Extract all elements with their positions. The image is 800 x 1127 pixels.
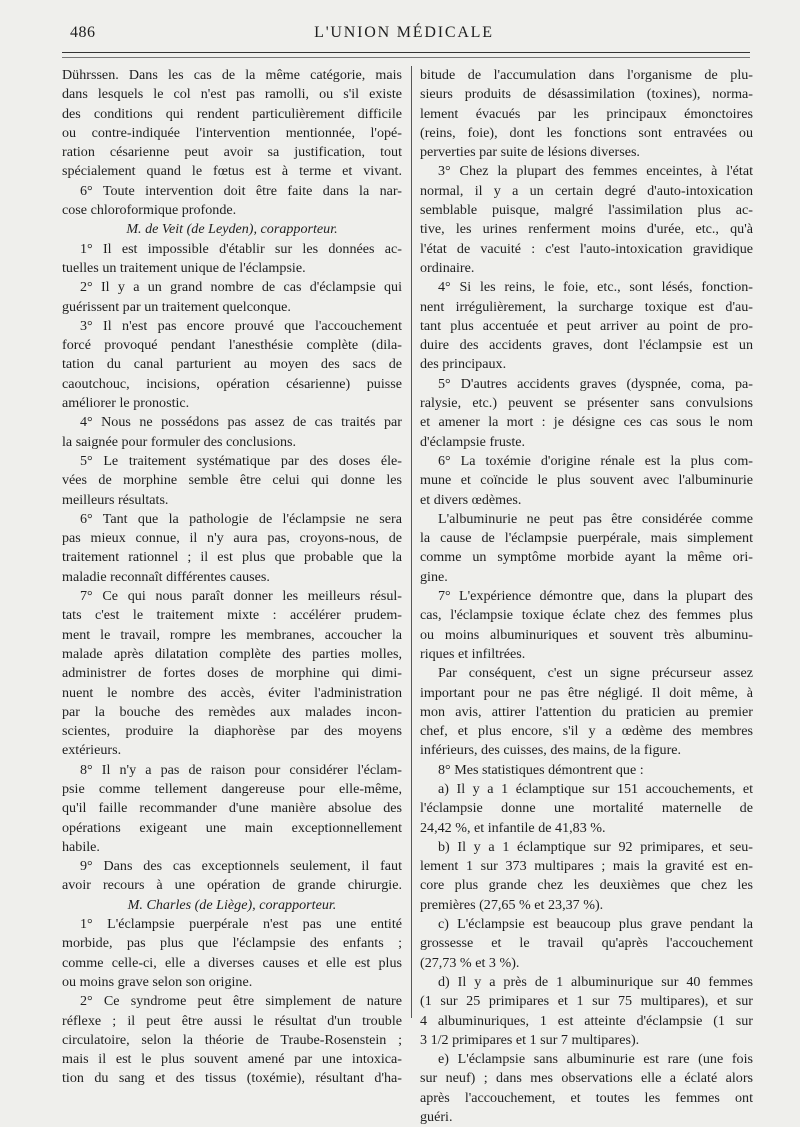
- text-line: morbide, pas plus que l'éclampsie des enfants ;: [62, 935, 402, 952]
- text-line: scientes, produire la diaphorèse par des moyens: [62, 723, 402, 740]
- text-line: semblable puisque, malgré l'assimilation plus ac-: [420, 202, 753, 219]
- text-line: tion du sang et des tissus (toxémie), résultant d'ha-: [62, 1070, 402, 1087]
- text-line: habile.: [62, 838, 100, 855]
- right-column: [420, 66, 753, 1127]
- text-line: comme un symptôme morbide ayant la même ori-: [420, 549, 753, 566]
- text-line: ration césarienne peut avoir sa justification, tout: [62, 144, 402, 161]
- text-line: mune et coïncide le plus souvent avec l'albuminurie: [420, 472, 753, 489]
- text-line: administrer de fortes doses de morphine qui dimi-: [62, 665, 402, 682]
- header-rule-thin: [62, 57, 750, 58]
- text-line: et amener la mort : je désigne ces cas sous le nom: [420, 414, 753, 431]
- text-line: ou contre-indiquée l'intervention mentionnée, l'opé-: [62, 124, 402, 141]
- journal-title: L'UNION MÉDICALE: [314, 24, 494, 41]
- text-line: 2° Il y a un grand nombre de cas d'éclampsie qui: [80, 279, 402, 296]
- text-line: 4° Nous ne possédons pas assez de cas traités par: [80, 414, 402, 431]
- text-line: riques et infiltrées.: [420, 645, 526, 662]
- text-line: caoutchouc, incisions, opération césarienne) puisse: [62, 375, 402, 392]
- text-line: la saignée pour formuler des conclusions.: [62, 433, 297, 450]
- text-line: meilleurs résultats.: [62, 491, 169, 508]
- column-divider: [411, 66, 412, 1018]
- section-heading: M. Charles (de Liège), corapporteur.: [127, 896, 337, 913]
- text-line: 9° Dans des cas exceptionnels seulement, il faut: [80, 858, 402, 875]
- text-line: b) Il y a 1 éclamptique sur 92 primipares, et seu-: [438, 838, 753, 855]
- text-line: core plus grande chez les deuxièmes que chez les: [420, 877, 753, 894]
- text-line: guérissent par un traitement quelconque.: [62, 298, 291, 315]
- text-line: 5° D'autres accidents graves (dyspnée, coma, pa-: [438, 375, 753, 392]
- text-line: important pour ne pas être négligé. Il doit même, à: [420, 684, 753, 701]
- text-line: Dührssen. Dans les cas de la même catégorie, mais: [62, 67, 402, 83]
- text-line: 8° Il n'y a pas de raison pour considérer l'éclam-: [80, 761, 402, 778]
- text-line: circulatoire, selon la théorie de Traube-Rosenstein ;: [62, 1031, 402, 1048]
- text-line: des principaux.: [420, 356, 507, 373]
- text-line: a) Il y a 1 éclamptique sur 151 accouchements, et: [438, 780, 753, 797]
- text-line: extérieurs.: [62, 742, 122, 759]
- text-line: c) L'éclampsie est beaucoup plus grave pendant la: [438, 916, 753, 933]
- text-line: pas mieux connue, il n'y aura pas, croyons-nous, de: [62, 530, 402, 547]
- text-line: maladie reconnaît différentes causes.: [62, 568, 270, 585]
- text-line: 3° Chez la plupart des femmes enceintes, à l'état: [438, 163, 753, 180]
- text-line: guéri.: [420, 1109, 453, 1126]
- text-line: forcé provoqué pendant l'anesthésie complète (dila-: [62, 337, 402, 354]
- text-line: d'éclampsie fruste.: [420, 433, 526, 450]
- text-line: tats c'est le traitement mixte : accélérer prudem-: [62, 607, 402, 624]
- text-line: malade après dilatation complète des parties molles,: [62, 645, 402, 662]
- text-line: comme celle-ci, elle a diverses causes et elle est plus: [62, 954, 402, 971]
- text-line: des conditions qui rendent particulièrement difficile: [62, 105, 402, 122]
- text-line: la cause de l'éclampsie puerpérale, mais simplement: [420, 530, 753, 547]
- text-line: vées de morphine semble être celui qui donne les: [62, 472, 402, 489]
- page-number: 486: [70, 24, 96, 41]
- text-line: duire des accidents graves, dont l'éclampsie est un: [420, 337, 753, 354]
- text-line: premières (27,65 % et 23,37 %).: [420, 896, 604, 913]
- text-line: qu'il faille recommander d'une manière absolue des: [62, 800, 402, 817]
- text-line: sieurs produits de désassimilation (toxines), norma-: [420, 86, 753, 103]
- text-line: et divers œdèmes.: [420, 491, 522, 508]
- text-line: 6° La toxémie d'origine rénale est la plus com-: [438, 452, 753, 469]
- text-line: cas, l'éclampsie toxique éclate chez des femmes plus: [420, 607, 753, 624]
- text-line: traitement rationnel ; il est plus que probable que la: [62, 549, 402, 566]
- text-line: Par conséquent, c'est un signe précurseur assez: [438, 665, 753, 682]
- text-line: tive, les urines renferment moins d'urée, etc., qu'à: [420, 221, 753, 238]
- text-line: (27,73 % et 3 %).: [420, 954, 520, 971]
- text-line: 5° Le traitement systématique par des doses éle-: [80, 452, 402, 469]
- text-line: 6° Toute intervention doit être faite dans la nar-: [80, 182, 402, 199]
- text-line: 8° Mes statistiques démontrent que :: [438, 761, 644, 778]
- text-line: L'albuminurie ne peut pas être considérée comme: [438, 510, 753, 527]
- text-line: dans lesquels le col n'est pas ramolli, ou s'il existe: [62, 86, 402, 103]
- text-line: 4 albuminuriques, 1 est atteinte d'éclampsie (1 sur: [420, 1012, 753, 1029]
- text-line: après l'accouchement, et toutes les femmes ont: [420, 1089, 753, 1106]
- text-line: lement évacués par les principaux émonctoires: [420, 105, 753, 122]
- text-line: 24,42 %, et infantile de 41,83 %.: [420, 819, 606, 836]
- text-line: ralysie, etc.) peuvent se présenter sans convulsions: [420, 395, 753, 412]
- text-line: cose chloroformique profonde.: [62, 202, 237, 219]
- text-line: nuent le nombre des accès, éviter l'administration: [62, 684, 402, 701]
- text-line: d) Il y a près de 1 albuminurique sur 40 femmes: [438, 973, 753, 990]
- text-line: (1 sur 25 primipares et 1 sur 75 multipares), et sur: [420, 993, 753, 1010]
- text-line: psie comme tellement dangereuse pour elle-même,: [62, 780, 402, 797]
- text-line: tant plus accentuée et peut arriver au point de pro-: [420, 317, 753, 334]
- text-line: avoir recours à une opération de grande chirurgie.: [62, 877, 402, 894]
- text-line: 3° Il n'est pas encore prouvé que l'accouchement: [80, 317, 402, 334]
- text-line: 4° Si les reins, le foie, etc., sont lésés, fonction-: [438, 279, 753, 296]
- section-heading: M. de Veit (de Leyden), corapporteur.: [126, 221, 338, 238]
- text-line: 7° L'expérience démontre que, dans la plupart des: [438, 588, 753, 605]
- text-line: lement 1 sur 373 multipares ; mais la gravité est en-: [420, 858, 753, 875]
- text-line: opérations exigeant une main exceptionnellement: [62, 819, 402, 836]
- text-line: e) L'éclampsie sans albuminurie est rare (une fois: [438, 1051, 753, 1068]
- text-line: (reins, foie), dont les fonctions sont entravées ou: [420, 124, 753, 141]
- text-line: l'état de vacuité : c'est l'auto-intoxication gravidique: [420, 240, 753, 257]
- text-line: améliorer le pronostic.: [62, 395, 190, 412]
- text-line: chef, et plus encore, s'il y a œdème des membres: [420, 723, 753, 740]
- text-line: ment le travail, rompre les membranes, accoucher la: [62, 626, 402, 643]
- text-line: 7° Ce qui nous paraît donner les meilleurs résul-: [80, 588, 402, 605]
- text-line: tation du canal parturient au moyen des sacs de: [62, 356, 402, 373]
- text-line: mon avis, attirer l'attention du praticien au premier: [420, 703, 753, 720]
- text-line: 3 1/2 primipares et 1 sur 7 multipares).: [420, 1031, 640, 1048]
- text-line: 2° Ce syndrome peut être simplement de nature: [80, 993, 402, 1010]
- text-line: grossesse et le travail qu'après l'accouchement: [420, 935, 753, 952]
- text-line: spécialement quand le fœtus est à terme et vivant.: [62, 163, 402, 180]
- text-line: perverties par suite de lésions diverses.: [420, 144, 640, 161]
- text-line: 1° L'éclampsie puerpérale n'est pas une entité: [80, 916, 402, 933]
- header-rule: [62, 52, 750, 53]
- text-line: gine.: [420, 568, 448, 585]
- text-line: normal, il y a un certain degré d'auto-intoxication: [420, 182, 753, 199]
- left-column: [62, 66, 402, 1089]
- text-line: bitude de l'accumulation dans l'organisme de plu-: [420, 67, 753, 83]
- page-header: [58, 24, 750, 46]
- text-line: ou moins albuminuriques et souvent très albuminu-: [420, 626, 753, 643]
- text-line: tuelles un traitement unique de l'éclampsie.: [62, 259, 306, 276]
- text-line: l'éclampsie donne une mortalité maternelle de: [420, 800, 753, 817]
- text-line: 1° Il est impossible d'établir sur les données ac-: [80, 240, 402, 257]
- text-line: sur neuf) ; dans mes observations elle a éclaté alors: [420, 1070, 753, 1087]
- text-line: ordinaire.: [420, 259, 475, 276]
- text-line: 6° Tant que la pathologie de l'éclampsie ne sera: [80, 510, 402, 527]
- text-line: réflexe ; il peut être aussi le résultat d'un trouble: [62, 1012, 402, 1029]
- text-line: ou moins grave selon son origine.: [62, 973, 253, 990]
- text-line: nent irrégulièrement, la surcharge toxique est d'au-: [420, 298, 753, 315]
- text-line: inférieurs, des cuisses, des mains, de la figure.: [420, 742, 682, 759]
- text-line: par la bouche des remèdes aux malades incon-: [62, 703, 402, 720]
- text-line: mais il est le plus souvent amené par une intoxica-: [62, 1051, 402, 1068]
